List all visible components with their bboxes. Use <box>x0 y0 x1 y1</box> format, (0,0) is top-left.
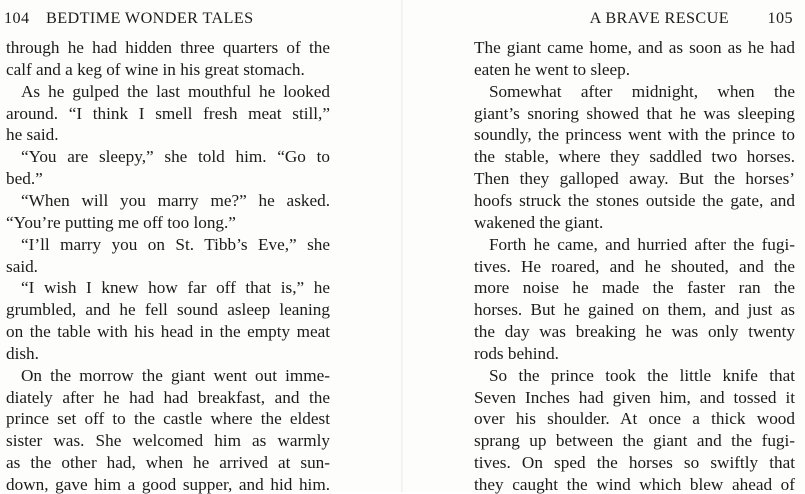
text-line: hoofs struck the stones outside the gate, and <box>474 190 795 210</box>
text-line: he said. <box>6 125 59 145</box>
text-line: On the morrow the giant went out imme- <box>21 365 330 385</box>
text-line: Then they galloped away. But the horses’ <box>474 169 795 189</box>
text-line: As he gulped the last mouthful he looked <box>21 81 330 101</box>
text-line: Somewhat after midnight, when the <box>489 81 795 101</box>
text-line: wakened the giant. <box>474 212 604 232</box>
left-page-header <box>0 9 402 29</box>
text-line: they caught the wind which blew ahead of <box>474 475 795 494</box>
text-line: more noise he made the faster ran the <box>474 278 795 298</box>
text-line: bed.” <box>6 169 43 189</box>
text-line: tives. He roared, and he shouted, and the <box>474 256 795 276</box>
text-line: Forth he came, and hurried after the fugi- <box>489 234 795 254</box>
text-line: through he had hidden three quarters of the <box>6 38 330 57</box>
text-line: as the other had, when he arrived at sun- <box>6 453 330 473</box>
text-line: sprang up between the giant and the fugi- <box>474 431 795 451</box>
text-line: horses. But he gained on them, and just as <box>474 300 795 320</box>
text-line: the stable, where they saddled two horses. <box>474 147 795 167</box>
text-line: So the prince took the little knife that <box>489 365 795 385</box>
text-line: soundly, the princess went with the prince to <box>474 125 795 145</box>
text-line: around. “I think I smell fresh meat still,” <box>6 103 330 123</box>
text-line: The giant came home, and as soon as he had <box>474 38 795 57</box>
text-line: on the table with his head in the empty meat <box>6 322 330 342</box>
text-line: sister was. She welcomed him as warmly <box>6 431 330 451</box>
running-title: A BRAVE RESCUE <box>589 9 729 27</box>
text-line: diately after he had had breakfast, and the <box>6 387 330 407</box>
text-line: “When will you marry me?” he asked. <box>21 190 330 210</box>
text-line: “You are sleepy,” she told him. “Go to <box>21 147 330 167</box>
text-line: “I’ll marry you on St. Tibb’s Eve,” she <box>21 234 330 254</box>
page-number: 105 <box>767 9 793 27</box>
text-line: dish. <box>6 343 39 363</box>
text-line: Seven Inches had given him, and tossed it <box>474 387 795 407</box>
right-page-header <box>403 9 805 29</box>
text-line: calf and a keg of wine in his great stomach. <box>6 59 305 79</box>
text-line: rods behind. <box>474 343 559 363</box>
text-line: prince set off to the castle where the eldest <box>6 409 330 429</box>
text-line: eaten he went to sleep. <box>474 59 631 79</box>
text-line: down, gave him a good supper, and hid him. <box>6 475 330 494</box>
text-line: over his shoulder. At once a thick wood <box>474 409 795 429</box>
text-line: giant’s snoring showed that he was sleeping <box>474 103 795 123</box>
text-line: “You’re putting me off too long.” <box>6 212 236 232</box>
running-title: BEDTIME WONDER TALES <box>46 9 254 27</box>
right-page <box>403 0 805 492</box>
text-line: tives. On sped the horses so swiftly that <box>474 453 795 473</box>
left-page <box>0 0 402 492</box>
text-line: grumbled, and he fell sound asleep leaning <box>6 300 330 320</box>
text-line: “I wish I knew how far off that is,” he <box>21 278 330 298</box>
text-line: the day was breaking he was only twenty <box>474 322 795 342</box>
text-line: said. <box>6 256 38 276</box>
page-number: 104 <box>4 9 30 27</box>
